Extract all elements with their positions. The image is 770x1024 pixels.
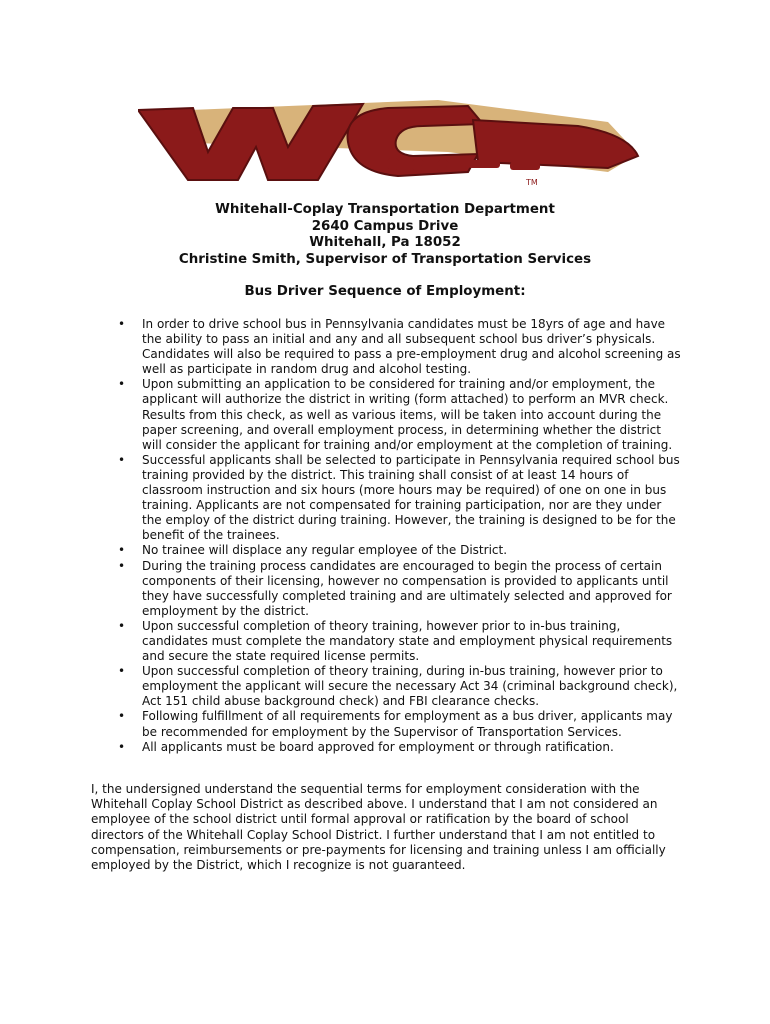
bullet: • [118,377,126,392]
city-state-zip: Whitehall, Pa 18052 [309,235,461,251]
employment-sequence-list [118,317,684,755]
bullet: • [118,452,126,467]
list-item: • During the training process candidates are encouraged to begin the process of certain components of their licensing, however no compensation is provided to applicants until they have successfully completed training and are ultimately selected and approved for employment by the district. [118,558,672,618]
list-item: • Upon submitting an application to be considered for training and/or employment, the applicant will authorize the district in writing (form attached) to perform an MVR check. Results from this check, as well as various items, will be taken into account during the paper screening, and overall employment process, in determining whether the district will consider the applicant for training and/or employment at the completion of training. [118,377,673,452]
list-item: • Upon successful completion of theory training, during in-bus training, however prior to employment the applicant will secure the necessary Act 34 (criminal background check), Act 151 child abuse background check) and FBI clearance checks. [118,664,678,709]
list-item: • No trainee will displace any regular employee of the District. [118,543,508,558]
bullet: • [118,739,126,754]
list-item: • Following fulfillment of all requirements for employment as a bus driver, applicants may be recommended for employment by the Supervisor of Transportation Services. [118,709,673,739]
document-header [0,202,770,301]
logo-coupling [510,162,540,170]
list-item: • Successful applicants shall be selected to participate in Pennsylvania required school bus training provided by the district. This training shall consist of at least 14 hours of classroom instruction and six hours (more hours may be required) of one on one in bus training. Applicants are not compensated for training participation, nor are they under the employ of the district during training. However, the training is designed to be for the benefit of the trainees. [118,452,680,543]
department-name: Whitehall-Coplay Transportation Department [215,202,555,217]
list-item: • In order to drive school bus in Pennsylvania candidates must be 18yrs of age and have the ability to pass an initial and any and all subsequent school bus driver’s physicals. Candidates will also be required to pass a pre-employment drug and alcohol screening as well as participate in random drug and alcohol testing. [118,317,681,377]
bullet: • [118,618,126,633]
bullet: • [118,543,126,558]
logo-coupling [468,160,500,168]
list-item: • Upon successful completion of theory training, however prior to in-bus training, candidates must complete the mandatory state and employment physical requirements and secure the state required license permits. [118,618,673,664]
logo-tm: TM [526,178,538,187]
supervisor-name: Christine Smith, Supervisor of Transportation Services [178,251,592,267]
acknowledgement-paragraph: I, the undersigned understand the sequential terms for employment consideration with the Whitehall Coplay School District as described above. I understand that I am not considered an employee of the school district until formal approval or ratification by the board of school directors of the Whitehall Coplay School District. I further understand that I am not entitled to compensation, reimbursements or pre-payments for licensing and training unless I am officially employed by the District, which I recognize is not guaranteed. [91,782,666,873]
section-title: Bus Driver Sequence of Employment: [244,284,526,300]
bullet: • [118,558,126,573]
list-item: • All applicants must be board approved for employment or through ratification. [118,739,614,754]
bullet: • [118,317,126,331]
street-address: 2640 Campus Drive [311,218,459,234]
bullet: • [118,664,126,679]
bullet: • [118,709,126,724]
logo-train-mark [138,100,638,187]
logo-w [138,104,363,180]
school-logo [138,92,644,192]
